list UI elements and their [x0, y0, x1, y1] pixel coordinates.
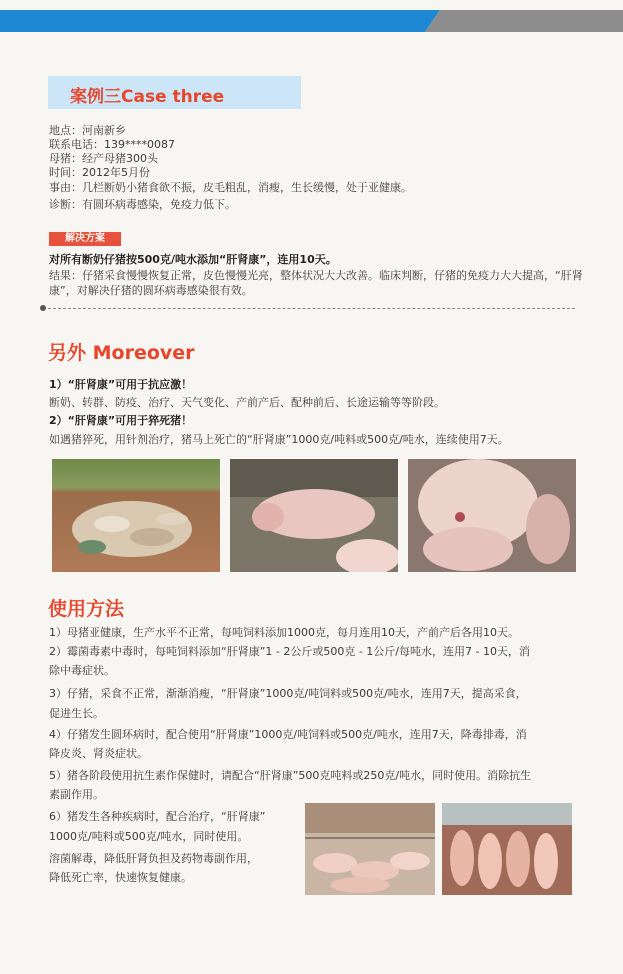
moreover-title: 另外 Moreover	[48, 342, 195, 364]
solution-tag: 解决方案	[49, 232, 121, 246]
point1-text: 断奶、转群、防疫、治疗、天气变化、产前产后、配种前后、长途运输等等阶段。	[49, 396, 445, 409]
usage-item-1: 1）母猪亚健康，生产水平不正常，每吨饲料添加1000克，每月连用10天，产前产后各用10天。	[49, 626, 519, 639]
info-phone: 联系电话：139****0087	[49, 138, 175, 151]
usage-item-2: 2）霉菌毒素中毒时，每吨饲料添加“肝肾康”1 - 2公斤或500克 - 1公斤/每吨水，连用7 - 10天，消	[49, 645, 530, 658]
point2-title: 2）“肝肾康”可用于猝死猪！	[49, 414, 193, 427]
usage-item-5-cont: 素副作用。	[49, 788, 104, 801]
point2-text: 如遇猪猝死，用针剂治疗，猪马上死亡的“肝肾康”1000克/吨料或500克/吨水，连续使用7天。	[49, 433, 509, 446]
info-reason: 事由：几栏断奶小猪食欲不振，皮毛粗乱，消瘦，生长缓慢，处于亚健康。	[49, 181, 412, 194]
photo-piglets-pen	[305, 803, 435, 895]
photo-pig-pen	[230, 459, 398, 572]
point1-title: 1）“肝肾康”可用于抗应激！	[49, 378, 193, 391]
usage-item-6-cont3: 降低死亡率，快速恢复健康。	[49, 871, 192, 884]
photo-piglets-feeding	[442, 803, 572, 895]
info-location: 地点：河南新乡	[49, 124, 126, 137]
solution-result: 结果：仔猪采食慢慢恢复正常，皮色慢慢光亮，整体状况大大改善。临床判断，仔猪的免疫力大大提高，“肝肾康”，对解决仔猪的圆环病毒感染很有效。	[49, 269, 583, 297]
usage-item-4-cont: 降皮炎、肾炎症状。	[49, 747, 148, 760]
info-sows: 母猪：经产母猪300头	[49, 152, 158, 165]
photo-sick-pig	[408, 459, 576, 572]
info-time: 时间：2012年5月份	[49, 166, 150, 179]
solution-heading: 对所有断奶仔猪按500克/吨水添加“肝肾康”，连用10天。	[49, 253, 337, 266]
usage-item-5: 5）猪各阶段使用抗生素作保健时，请配合“肝肾康”500克吨料或250克/吨水，同时使用。消除抗生	[49, 769, 532, 782]
usage-item-6-cont1: 1000克/吨料或500克/吨水，同时使用。	[49, 830, 249, 843]
usage-item-6: 6）猪发生各种疾病时，配合治疗，“肝肾康”	[49, 810, 266, 823]
usage-item-6-cont2: 溶菌解毒，降低肝肾负担及药物毒副作用，	[49, 852, 258, 865]
usage-item-3: 3）仔猪，采食不正常，渐渐消瘦，“肝肾康”1000克/吨饲料或500克/吨水，连用7天，提高采食，	[49, 687, 527, 700]
info-diagnosis: 诊断：有圆环病毒感染，免疫力低下。	[49, 198, 236, 211]
usage-item-4: 4）仔猪发生圆环病时，配合使用“肝肾康”1000克/吨饲料或500克/吨水，连用7天，降毒排毒，消	[49, 728, 527, 741]
photo-dead-pigs	[52, 459, 220, 572]
usage-title: 使用方法	[48, 598, 125, 620]
divider-dot	[40, 305, 46, 311]
usage-item-2-cont: 除中毒症状。	[49, 664, 115, 677]
case-title: 案例三Case three	[70, 87, 225, 107]
usage-item-3-cont: 促进生长。	[49, 707, 104, 720]
section-divider	[43, 308, 575, 309]
top-banner	[0, 10, 623, 32]
